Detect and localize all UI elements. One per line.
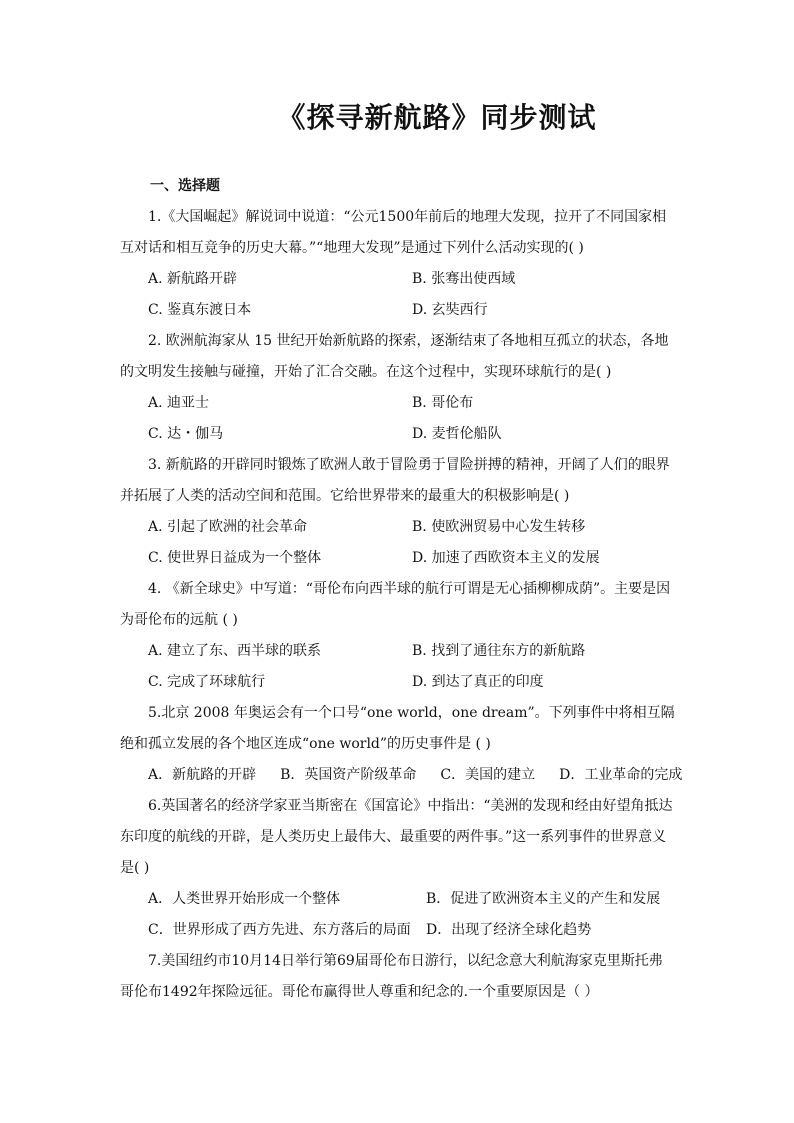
- option-b: B．促进了欧洲资本主义的产生和发展: [426, 891, 661, 907]
- option-a: A. 建立了东、西半球的联系: [148, 643, 322, 659]
- question-1: [120, 202, 676, 326]
- option-a: A．新航路的开辟: [148, 767, 257, 783]
- question-stem: 2. 欧洲航海家从 15 世纪开始新航路的探索，逐渐结束了各地相互孤立的状态，各地的文明发生接触与碰撞，开始了汇合交融。在这个过程中，实现环球航行的是( ): [120, 333, 669, 380]
- option-c: C. 达・伽马: [148, 426, 224, 442]
- option-b: B. 张骞出使西域: [412, 271, 516, 287]
- option-d: D．工业革命的完成: [559, 767, 683, 783]
- question-stem: 4. 《新全球史》中写道：“哥伦布向西半球的航行可谓是无心插柳柳成荫”。主要是因为哥伦布的远航 ( ): [120, 581, 671, 628]
- option-c: C．世界形成了西方先进、东方落后的局面: [148, 922, 411, 938]
- option-c: C. 鉴真东渡日本: [148, 302, 252, 318]
- question-5: [120, 698, 683, 791]
- option-c: C．美国的建立: [440, 767, 536, 783]
- option-d: D. 玄奘西行: [412, 302, 488, 318]
- question-stem: 1.《大国崛起》解说词中说道：“公元1500年前后的地理大发现，拉开了不同国家相互对话和相互竞争的历史大幕。”“地理大发现”是通过下列什么活动实现的( ): [120, 209, 667, 256]
- question-4: [120, 574, 676, 698]
- option-b: B. 哥伦布: [412, 395, 474, 411]
- option-d: D. 到达了真正的印度: [412, 674, 544, 690]
- option-b: B. 找到了通往东方的新航路: [412, 643, 586, 659]
- option-b: B. 使欧洲贸易中心发生转移: [412, 519, 586, 535]
- question-3: [120, 450, 676, 574]
- section-heading: 一、选择题: [150, 178, 220, 194]
- option-d: D. 加速了西欧资本主义的发展: [412, 550, 600, 566]
- option-c: C. 完成了环球航行: [148, 674, 266, 690]
- question-6: [120, 791, 676, 946]
- question-7: [120, 946, 676, 1008]
- question-stem: 6.英国著名的经济学家亚当斯密在《国富论》中指出：“美洲的发现和经由好望角抵达东印度的航线的开辟，是人类历史上最伟大、最重要的两件事。”这一系列事件的世界意义是( ): [120, 798, 673, 876]
- question-2: [120, 326, 676, 450]
- option-c: C. 使世界日益成为一个整体: [148, 550, 322, 566]
- question-stem: 7.美国纽约市10月14日举行第69届哥伦布日游行，以纪念意大利航海家克里斯托弗哥伦布1492年探险远征。哥伦布赢得世人尊重和纪念的.一个重要原因是（ ）: [120, 953, 663, 1000]
- question-stem: 5.北京 2008 年奥运会有一个口号“one world，one dream”。下列事件中将相互隔绝和孤立发展的各个地区连成“one world”的历史事件是 ( ): [120, 705, 675, 752]
- option-a: A. 迪亚士: [148, 395, 210, 411]
- option-d: D. 麦哲伦船队: [412, 426, 502, 442]
- option-a: A．人类世界开始形成一个整体: [148, 891, 341, 907]
- page-title: 《探寻新航路》同步测试: [277, 101, 597, 134]
- question-stem: 3. 新航路的开辟同时锻炼了欧洲人敢于冒险勇于冒险拼搏的精神，开阔了人们的眼界并拓展了人类的活动空间和范围。它给世界带来的最重大的积极影响是( ): [120, 457, 670, 504]
- option-a: A. 引起了欧洲的社会革命: [148, 519, 308, 535]
- option-b: B．英国资产阶级革命: [280, 767, 417, 783]
- option-a: A. 新航路开辟: [148, 271, 238, 287]
- option-d: D．出现了经济全球化趋势: [426, 922, 592, 938]
